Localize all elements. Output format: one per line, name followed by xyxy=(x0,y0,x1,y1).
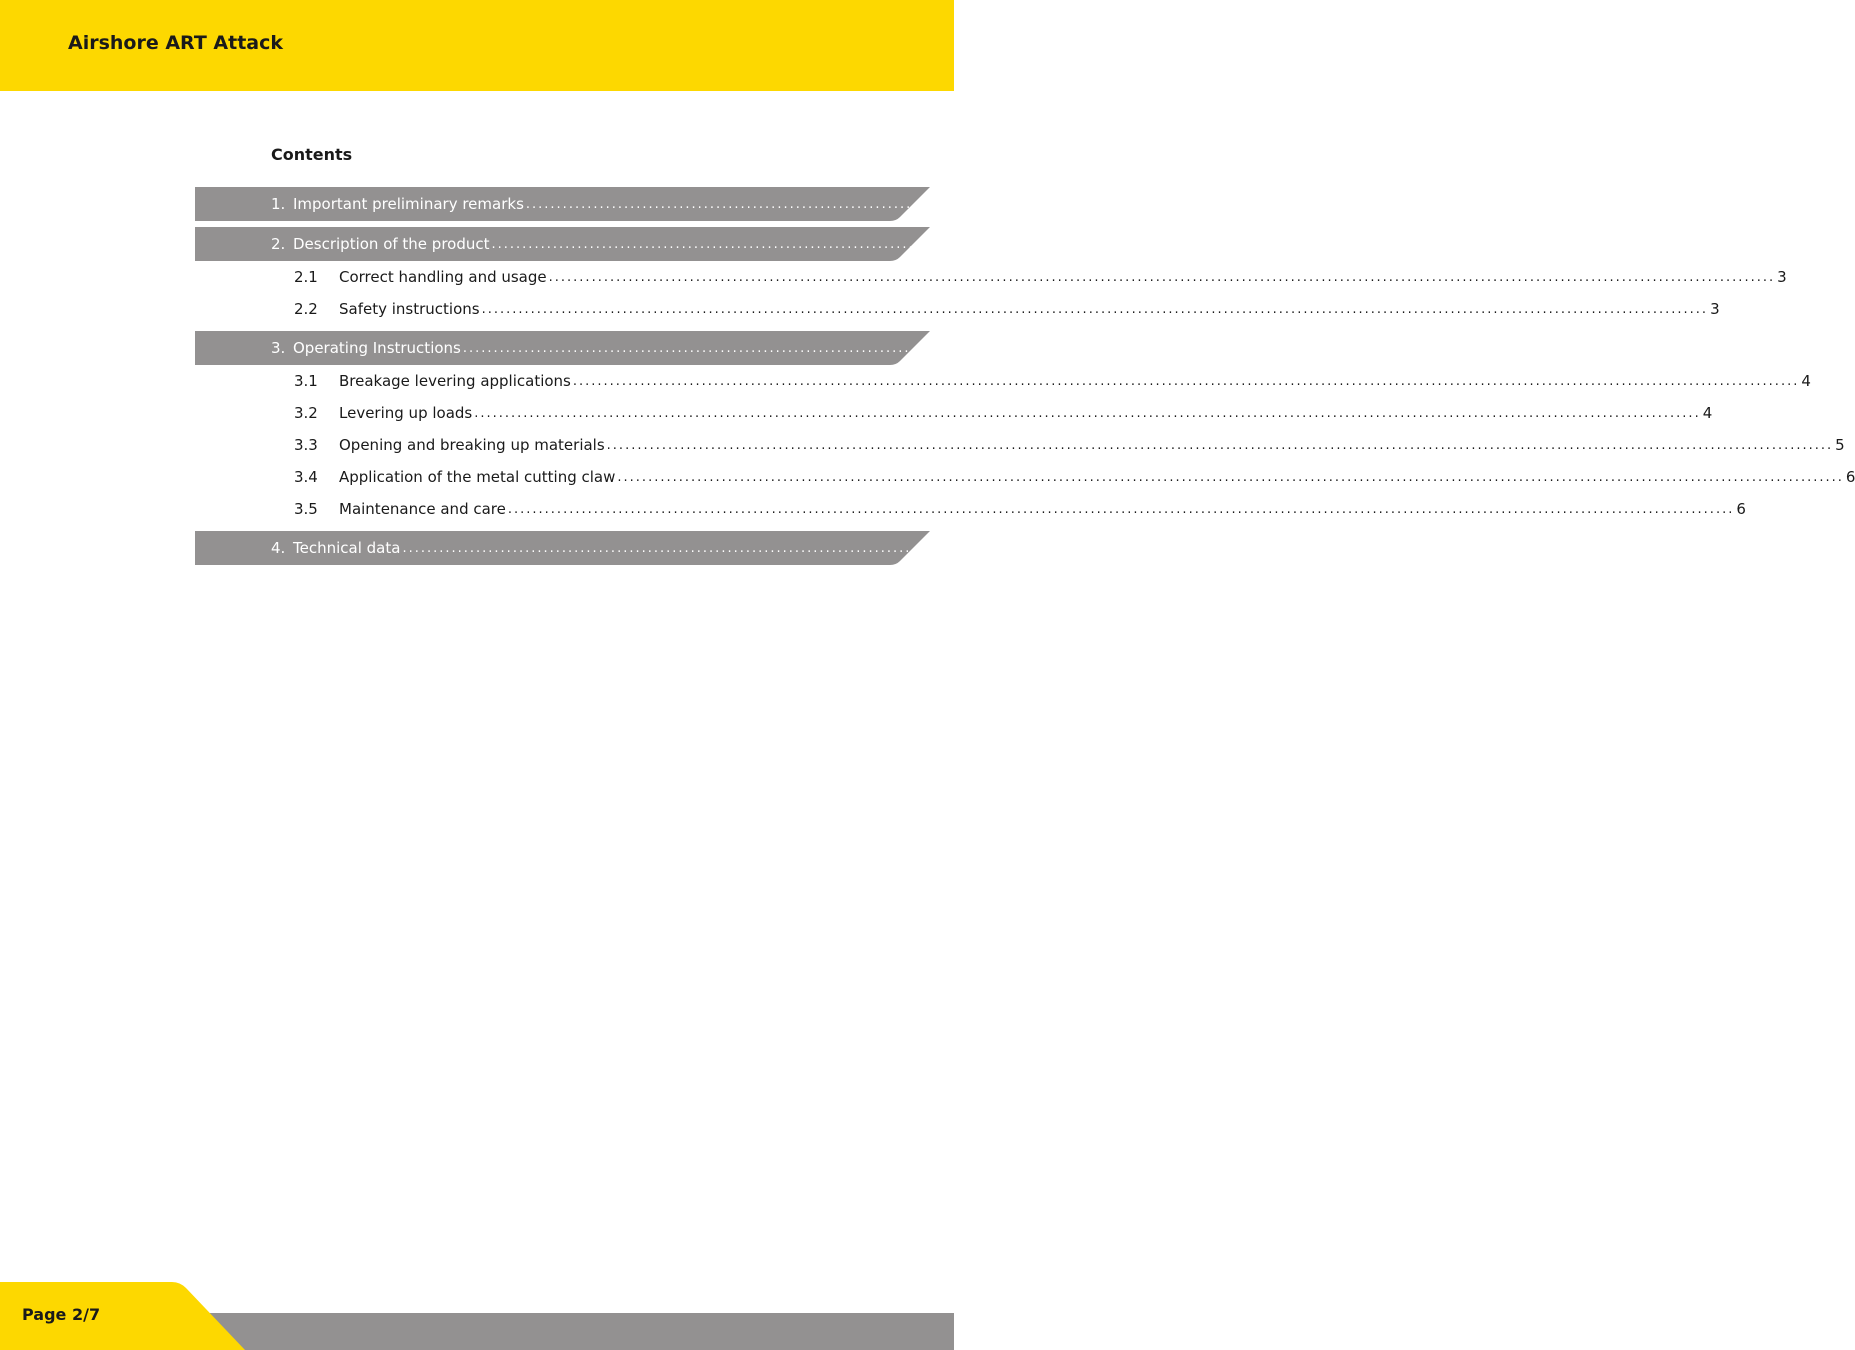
toc-page-number: 3 xyxy=(1777,268,1787,286)
dot-leader: ........................................................................................................................................................................................................ xyxy=(402,540,1629,556)
toc-subsection-row[interactable] xyxy=(195,428,1845,462)
toc-number: 3.5 xyxy=(294,500,318,518)
dot-leader: ........................................................................................................................................................................................................ xyxy=(491,236,1718,252)
toc-entry xyxy=(294,364,1811,398)
toc-subsection-row[interactable] xyxy=(195,492,1746,526)
dot-leader: ........................................................................................................................................................................................................ xyxy=(481,301,1709,317)
toc-page-number: 4 xyxy=(1702,404,1713,422)
toc-label: Operating Instructions xyxy=(293,339,461,357)
toc-entry xyxy=(271,331,1701,365)
toc-label: Application of the metal cutting claw xyxy=(339,468,616,486)
toc-label: Opening and breaking up materials xyxy=(339,436,605,454)
toc-section-row[interactable] xyxy=(195,531,1641,565)
toc-entry xyxy=(294,492,1746,526)
toc-section-row[interactable] xyxy=(195,187,1764,221)
toc-label: Breakage levering applications xyxy=(339,372,571,390)
toc-page-number: 6 xyxy=(1630,539,1641,557)
toc-page-number: 3 xyxy=(1754,195,1764,213)
toc-page-number: 3 xyxy=(1710,300,1720,318)
toc-label: Safety instructions xyxy=(339,300,480,318)
toc-entry xyxy=(294,460,1855,494)
toc-number: 2.2 xyxy=(294,300,318,318)
toc-section-row[interactable] xyxy=(195,331,1701,365)
toc-entry xyxy=(271,227,1730,261)
dot-leader: ........................................................................................................................................................................................................ xyxy=(617,469,1844,485)
dot-leader: ........................................................................................................................................................................................................ xyxy=(507,501,1735,517)
toc-section-row[interactable] xyxy=(195,227,1730,261)
toc-number: 4. xyxy=(271,539,286,557)
document-title: Airshore ART Attack xyxy=(68,32,283,54)
toc-entry xyxy=(294,260,1787,294)
dot-leader: ........................................................................................................................................................................................................ xyxy=(606,437,1834,453)
toc-label: Levering up loads xyxy=(339,404,473,422)
toc-number: 2. xyxy=(271,235,286,253)
toc-subsection-row[interactable] xyxy=(195,396,1713,430)
toc-entry xyxy=(294,428,1845,462)
toc-page-number: 6 xyxy=(1736,500,1746,518)
toc-number: 3.3 xyxy=(294,436,318,454)
toc-number: 3. xyxy=(271,339,286,357)
contents-heading: Contents xyxy=(271,145,353,164)
toc-label: Important preliminary remarks xyxy=(293,195,524,213)
toc-label: Description of the product xyxy=(293,235,490,253)
dot-leader: ........................................................................................................................................................................................................ xyxy=(548,269,1776,285)
dot-leader: ........................................................................................................................................................................................................ xyxy=(462,340,1690,356)
toc-subsection-row[interactable] xyxy=(195,260,1787,294)
toc-subsection-row[interactable] xyxy=(195,292,1720,326)
toc-label: Maintenance and care xyxy=(339,500,506,518)
toc-page-number: 4 xyxy=(1801,372,1811,390)
toc-label: Technical data xyxy=(293,539,401,557)
toc-number: 3.2 xyxy=(294,404,318,422)
toc-subsection-row[interactable] xyxy=(195,460,1855,494)
toc-page-number: 4 xyxy=(1691,339,1701,357)
toc-number: 3.1 xyxy=(294,372,318,390)
toc-entry xyxy=(294,396,1713,430)
toc-number: 1. xyxy=(271,195,286,213)
toc-number: 3.4 xyxy=(294,468,318,486)
dot-leader: ........................................................................................................................................................................................................ xyxy=(525,196,1753,212)
header-band xyxy=(0,0,954,91)
toc-page-number: 5 xyxy=(1835,436,1845,454)
dot-leader: ........................................................................................................................................................................................................ xyxy=(474,405,1701,421)
toc-entry xyxy=(271,531,1641,565)
toc-subsection-row[interactable] xyxy=(195,364,1811,398)
toc-number: 2.1 xyxy=(294,268,318,286)
toc-label: Correct handling and usage xyxy=(339,268,547,286)
toc-page-number: 6 xyxy=(1845,468,1855,486)
toc-page-number: 3 xyxy=(1719,235,1730,253)
page-indicator: Page 2/7 xyxy=(22,1305,101,1324)
toc-entry xyxy=(271,187,1764,221)
toc-entry xyxy=(294,292,1720,326)
dot-leader: ........................................................................................................................................................................................................ xyxy=(572,373,1800,389)
